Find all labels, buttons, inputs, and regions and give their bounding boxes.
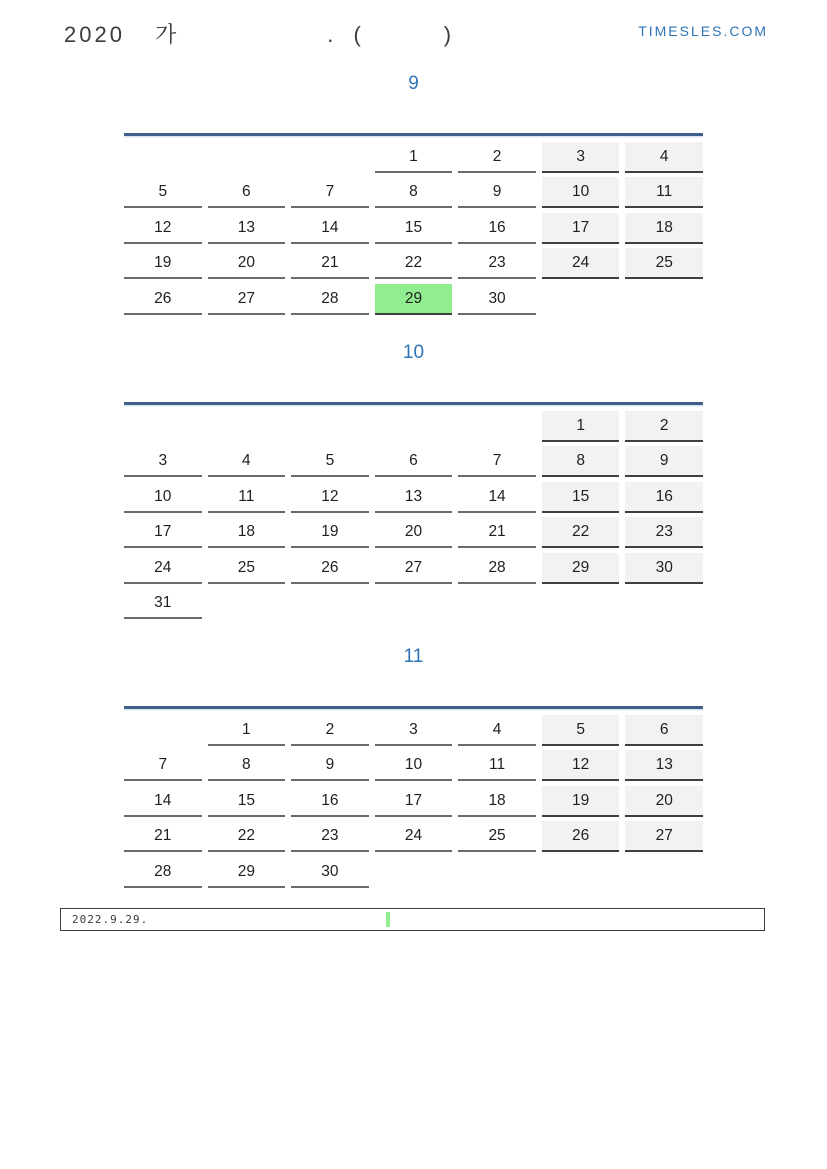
day-cell: 28 [458, 553, 536, 584]
day-cell: 8 [542, 446, 620, 477]
day-cell: 23 [625, 517, 703, 548]
day-cell: 9 [625, 446, 703, 477]
day-cell: 9 [291, 750, 369, 781]
empty-cell [542, 286, 620, 315]
day-cell: 24 [542, 248, 620, 279]
day-cell: 1 [542, 411, 620, 442]
day-cell: 24 [375, 821, 453, 852]
day-cell: 21 [458, 517, 536, 548]
day-cell: 1 [375, 142, 453, 173]
day-cell: 17 [542, 213, 620, 244]
week-row [124, 406, 703, 442]
day-cell: 11 [208, 482, 286, 513]
empty-cell [375, 590, 453, 619]
day-cell: 7 [124, 750, 202, 781]
empty-cell [208, 590, 286, 619]
month-grid [124, 137, 703, 315]
day-cell: 19 [291, 517, 369, 548]
day-cell: 26 [542, 821, 620, 852]
day-cell: 17 [375, 786, 453, 817]
month-rule [124, 706, 703, 709]
title-year: 2020 [64, 22, 125, 47]
day-cell: 22 [208, 821, 286, 852]
day-cell: 7 [291, 177, 369, 208]
day-cell: 23 [458, 248, 536, 279]
week-row [124, 548, 703, 584]
day-cell: 31 [124, 588, 202, 619]
week-row [124, 584, 703, 620]
empty-cell [291, 590, 369, 619]
week-row [124, 817, 703, 853]
empty-cell [458, 859, 536, 888]
title-punctuation-open: . ( [327, 22, 368, 47]
day-cell: 22 [542, 517, 620, 548]
day-cell: 13 [625, 750, 703, 781]
day-cell: 2 [291, 715, 369, 746]
month-grid [124, 406, 703, 619]
day-cell: 5 [291, 446, 369, 477]
empty-cell [625, 590, 703, 619]
day-cell: 16 [291, 786, 369, 817]
day-cell: 28 [124, 857, 202, 888]
footer-date: 2022.9.29. [72, 913, 149, 926]
week-row [124, 477, 703, 513]
day-cell: 18 [625, 213, 703, 244]
day-cell: 3 [542, 142, 620, 173]
week-row [124, 781, 703, 817]
week-row [124, 746, 703, 782]
day-cell: 14 [124, 786, 202, 817]
empty-cell [375, 413, 453, 442]
day-cell: 22 [375, 248, 453, 279]
week-row [124, 279, 703, 315]
empty-cell [458, 590, 536, 619]
day-cell: 6 [625, 715, 703, 746]
day-cell: 26 [291, 553, 369, 584]
title-korean-text: 가 [154, 22, 178, 47]
empty-cell [291, 144, 369, 173]
day-cell: 12 [291, 482, 369, 513]
day-cell: 5 [124, 177, 202, 208]
empty-cell [458, 413, 536, 442]
empty-cell [124, 413, 202, 442]
day-cell: 28 [291, 284, 369, 315]
month-section [124, 341, 703, 619]
week-row [124, 208, 703, 244]
day-cell: 30 [291, 857, 369, 888]
month-label: 11 [403, 646, 424, 667]
day-cell: 20 [375, 517, 453, 548]
week-row [124, 244, 703, 280]
day-cell: 20 [208, 248, 286, 279]
empty-cell [542, 859, 620, 888]
day-cell: 14 [458, 482, 536, 513]
week-row [124, 173, 703, 209]
today-highlight-swatch [386, 912, 390, 927]
day-cell: 6 [208, 177, 286, 208]
empty-cell [208, 144, 286, 173]
day-cell: 8 [208, 750, 286, 781]
day-cell: 27 [625, 821, 703, 852]
day-cell: 16 [458, 213, 536, 244]
day-cell: 14 [291, 213, 369, 244]
day-cell: 19 [124, 248, 202, 279]
empty-cell [625, 286, 703, 315]
day-cell: 20 [625, 786, 703, 817]
day-cell: 29 [208, 857, 286, 888]
day-cell: 19 [542, 786, 620, 817]
day-cell-highlighted: 29 [375, 284, 453, 315]
day-cell: 25 [625, 248, 703, 279]
day-cell: 18 [458, 786, 536, 817]
day-cell: 12 [542, 750, 620, 781]
day-cell: 3 [124, 446, 202, 477]
day-cell: 4 [625, 142, 703, 173]
empty-cell [291, 413, 369, 442]
week-row [124, 852, 703, 888]
day-cell: 5 [542, 715, 620, 746]
day-cell: 10 [542, 177, 620, 208]
month-section [124, 72, 703, 315]
timesles-link[interactable]: TIMESLES.COM [638, 23, 768, 39]
empty-cell [208, 413, 286, 442]
day-cell: 11 [458, 750, 536, 781]
month-rule [124, 402, 703, 405]
day-cell: 6 [375, 446, 453, 477]
day-cell: 26 [124, 284, 202, 315]
day-cell: 4 [458, 715, 536, 746]
day-cell: 13 [375, 482, 453, 513]
day-cell: 15 [375, 213, 453, 244]
empty-cell [375, 859, 453, 888]
page-title [64, 18, 451, 49]
day-cell: 24 [124, 553, 202, 584]
day-cell: 21 [291, 248, 369, 279]
month-section [124, 645, 703, 888]
month-label: 10 [402, 342, 425, 363]
day-cell: 15 [542, 482, 620, 513]
day-cell: 10 [124, 482, 202, 513]
empty-cell [542, 590, 620, 619]
week-row [124, 137, 703, 173]
day-cell: 27 [375, 553, 453, 584]
day-cell: 13 [208, 213, 286, 244]
day-cell: 8 [375, 177, 453, 208]
day-cell: 18 [208, 517, 286, 548]
day-cell: 15 [208, 786, 286, 817]
day-cell: 16 [625, 482, 703, 513]
week-row [124, 513, 703, 549]
day-cell: 3 [375, 715, 453, 746]
week-row [124, 442, 703, 478]
day-cell: 11 [625, 177, 703, 208]
day-cell: 1 [208, 715, 286, 746]
empty-cell [124, 144, 202, 173]
day-cell: 30 [458, 284, 536, 315]
day-cell: 4 [208, 446, 286, 477]
day-cell: 2 [625, 411, 703, 442]
month-rule [124, 133, 703, 136]
day-cell: 25 [458, 821, 536, 852]
day-cell: 9 [458, 177, 536, 208]
empty-cell [625, 859, 703, 888]
day-cell: 17 [124, 517, 202, 548]
day-cell: 7 [458, 446, 536, 477]
footer-box [60, 908, 765, 931]
day-cell: 30 [625, 553, 703, 584]
week-row [124, 710, 703, 746]
day-cell: 29 [542, 553, 620, 584]
day-cell: 2 [458, 142, 536, 173]
day-cell: 23 [291, 821, 369, 852]
day-cell: 21 [124, 821, 202, 852]
day-cell: 27 [208, 284, 286, 315]
title-punctuation-close: ) [443, 22, 452, 47]
day-cell: 12 [124, 213, 202, 244]
month-grid [124, 710, 703, 888]
day-cell: 10 [375, 750, 453, 781]
day-cell: 25 [208, 553, 286, 584]
month-label: 9 [408, 73, 419, 94]
empty-cell [124, 717, 202, 746]
